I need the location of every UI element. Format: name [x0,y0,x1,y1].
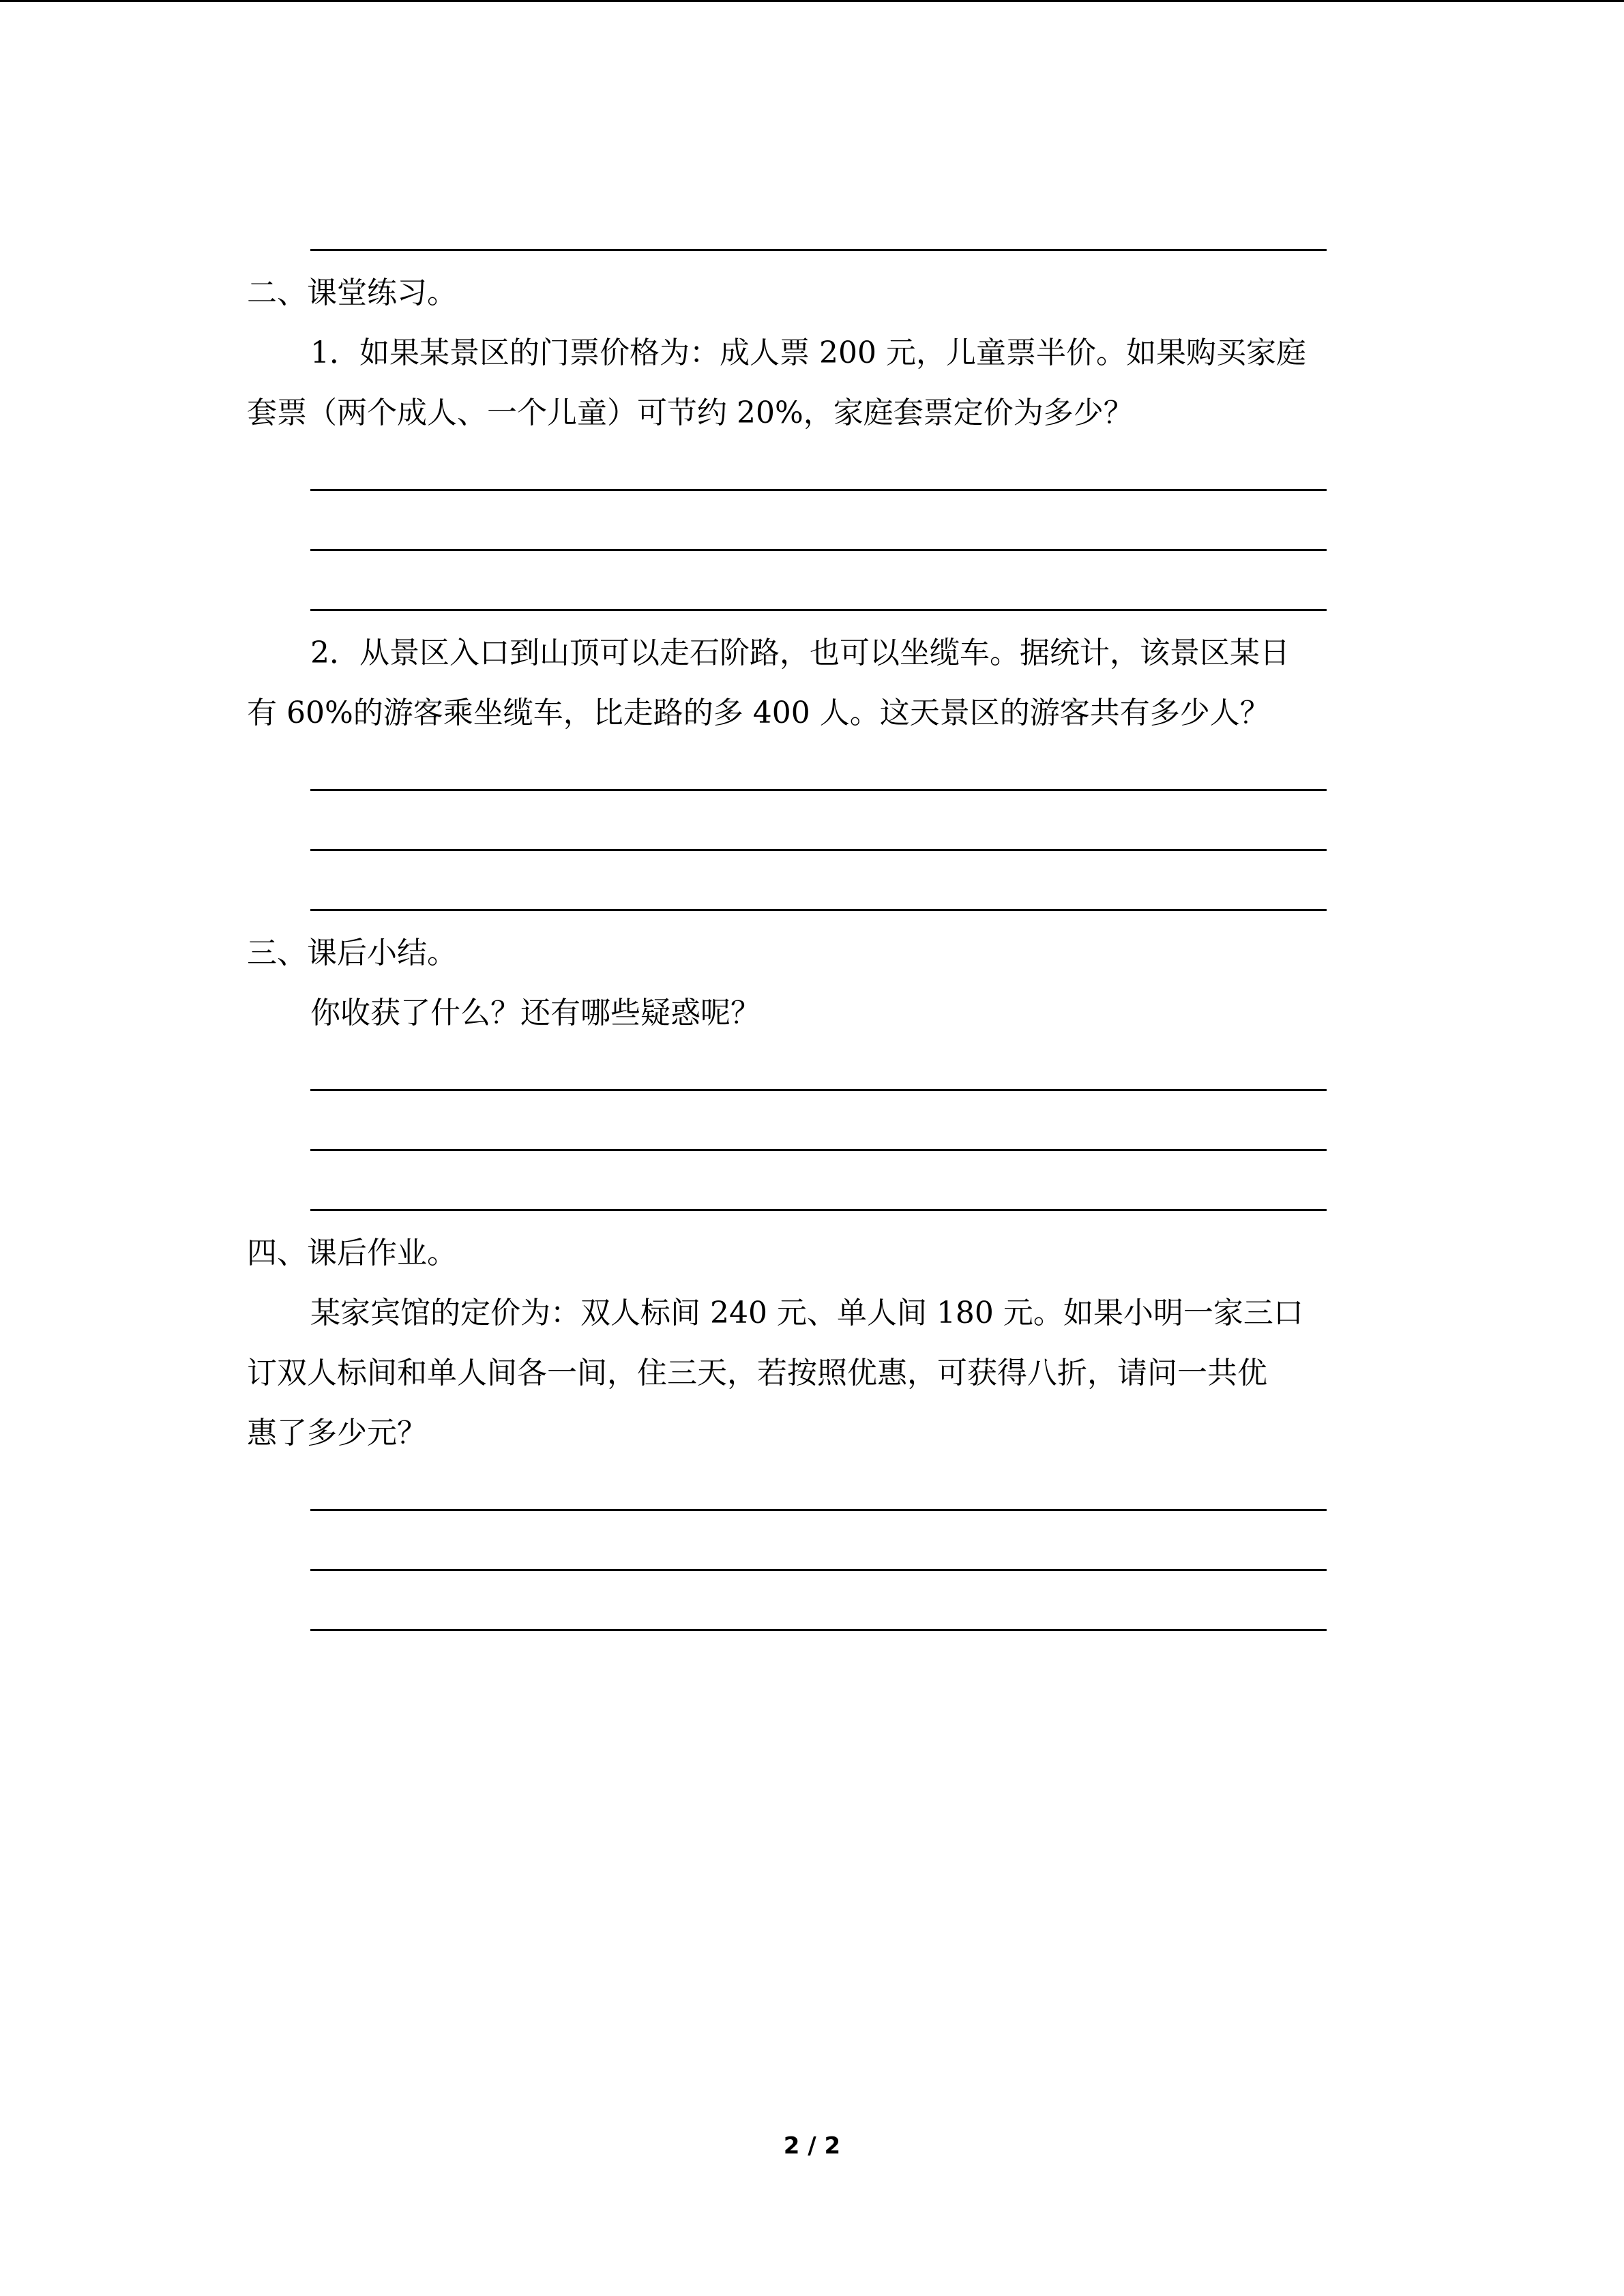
question-2-line-2: 有 60%的游客乘坐缆车，比走路的多 400 人。这天景区的游客共有多少人？ [247,696,1270,730]
question-1-line-1: 1．如果某景区的门票价格为：成人票 200 元，儿童票半价。如果购买家庭 [310,336,1306,370]
answer-line [310,609,1327,611]
page-top-border [0,0,1624,2]
answer-line [310,549,1327,551]
answer-line [310,1629,1327,1631]
section-heading-summary: 三、课后小结。 [247,936,457,970]
answer-line [310,789,1327,791]
answer-line [310,249,1327,251]
answer-line [310,1509,1327,1511]
homework-line-2: 订双人标间和单人间各一间，住三天，若按照优惠，可获得八折，请问一共优 [247,1356,1267,1390]
section-heading-practice: 二、课堂练习。 [247,275,457,310]
summary-prompt: 你收获了什么？还有哪些疑惑呢？ [310,996,761,1030]
section-heading-homework: 四、课后作业。 [247,1236,457,1270]
page-number: 2 / 2 [783,2132,841,2160]
homework-line-3: 惠了多少元？ [247,1416,427,1450]
answer-line [310,909,1327,911]
question-2-line-1: 2．从景区入口到山顶可以走石阶路，也可以坐缆车。据统计，该景区某日 [310,636,1290,670]
answer-line [310,849,1327,851]
answer-line [310,1149,1327,1151]
answer-line [310,1089,1327,1091]
answer-line [310,1209,1327,1211]
answer-line [310,489,1327,491]
answer-line [310,1569,1327,1571]
question-1-line-2: 套票（两个成人、一个儿童）可节约 20%，家庭套票定价为多少？ [247,396,1134,430]
homework-line-1: 某家宾馆的定价为：双人标间 240 元、单人间 180 元。如果小明一家三口 [310,1296,1303,1330]
